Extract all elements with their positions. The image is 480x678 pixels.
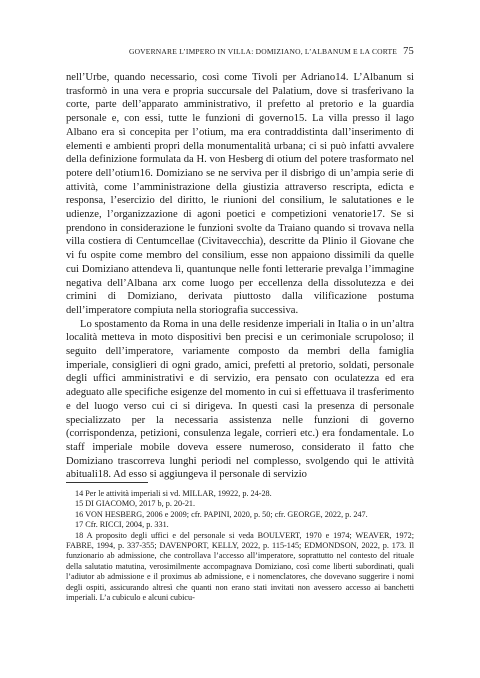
footnote: 18 A proposito degli uffici e del personale si veda BOULVERT, 1970 e 1974; WEAVER, 1972; FABRE, 1994, p. 337-355; DAVENPORT, KELLY, 2022, p. 115-145; EDMONDSON, 2022, p. 173. Il funzionario ab admissione, che controllava l’accesso all’imperatore, soprattutto nel contesto del rituale della salutatio matutina, verosimilmente accompagnava Domiziano, così come liberti subordinati, quali l’adiutor ab admissione e il proximus ab admissione, e i nomenclatores, che dovevano suggerire i nomi degli ospiti, assicurando altresì che quanti non erano stati invitati non avessero accesso ai banchetti imperiali. L’a cubiculo e alcuni cubicu-: [66, 530, 414, 603]
running-header: [66, 46, 414, 60]
running-title: GOVERNARE L’IMPERO IN VILLA: DOMIZIANO, L’ALBANUM E LA CORTE: [128, 47, 398, 56]
footnote: 15 DI GIACOMO, 2017 b, p. 20-21.: [75, 499, 196, 509]
page-number: 75: [403, 46, 414, 57]
footnotes: [66, 489, 414, 603]
footnote: 14 Per le attività imperiali si vd. MILLAR, 19922, p. 24-28.: [75, 489, 272, 498]
footnote: 16 VON HESBERG, 2006 e 2009; cfr. PAPINI, 2020, p. 50; cfr. GEORGE, 2022, p. 247.: [75, 509, 368, 519]
body-paragraph: Lo spostamento da Roma in una delle residenze imperiali in Italia o in un’altra località metteva in moto dispositivi ben precisi e un cerimoniale scrupoloso; il seguito dell’imperatore, variamente composto da membri della famiglia imperiale, consiglieri di ogni grado, amici, prefetti al pretorio, soldati, personale degli uffici amministrativi e di servizio, era pensato con oculatezza ed era adeguato alle specifiche esigenze del momento in cui si effettuava il trasferimento e del luogo verso cui ci si dirigeva. In questi casi la presenza di personale specializzato per la necessaria assistenza nelle funzioni di governo (corrispondenza, petizioni, consulenza legale, corrieri etc.) era fondamentale. Lo staff imperiale mobile doveva essere numeroso, considerato il fatto che Domiziano trascorreva lunghi periodi nel complesso, svolgendo qui le attività abituali18. Ad esso si aggiungeva il personale di servizio: [66, 318, 414, 481]
footnote: 17 Cfr. RICCI, 2004, p. 331.: [75, 520, 169, 530]
footnote-separator: [66, 482, 148, 483]
body-paragraph: nell’Urbe, quando necessario, così come Tivoli per Adriano14. L’Albanum si trasformò in una vera e propria succursale del Palatium, dove si trasferivano la corte, parte dell’apparato amministrativo, il prefetto al pretorio e la guardia personale e, con essi, tutte le funzioni di governo15. La villa presso il lago Albano era sì concepita per l’otium, ma era contraddistinta dall’inserimento di elementi e ambienti propri della monumentalità urbana; ci si può infatti avvalere della definizione formulata da H. von Hesberg di otium del potere trasformato nel potere dell’otium16. Domiziano se ne serviva per il disbrigo di un’ampia serie di attività, come l’amministrazione della giustizia attraverso rescripta, edicta e responsa, l’esercizio del diritto, le riunioni del consilium, le salutationes e le udienze, l’organizzazione di agoni poetici e competizioni venatorie17. Se si prendono in considerazione le funzioni svolte da Traiano quando si trovava nella villa costiera di Centumcellae (Civitavecchia), descritte da Plinio il Giovane che vi fu ospite come membro del consilium, esse non appaiono dissimili da quelle cui Domiziano attendeva lì, quantunque nelle fonti letterarie prevalga l’immagine negativa dell’Albana arx come luogo per eccellenza della dissolutezza e dei crimini di Domiziano, derivata piuttosto dalla vilificazione postuma dell’imperatore compiuta nella storiografia successiva.: [66, 72, 414, 316]
main-text: [66, 71, 414, 482]
